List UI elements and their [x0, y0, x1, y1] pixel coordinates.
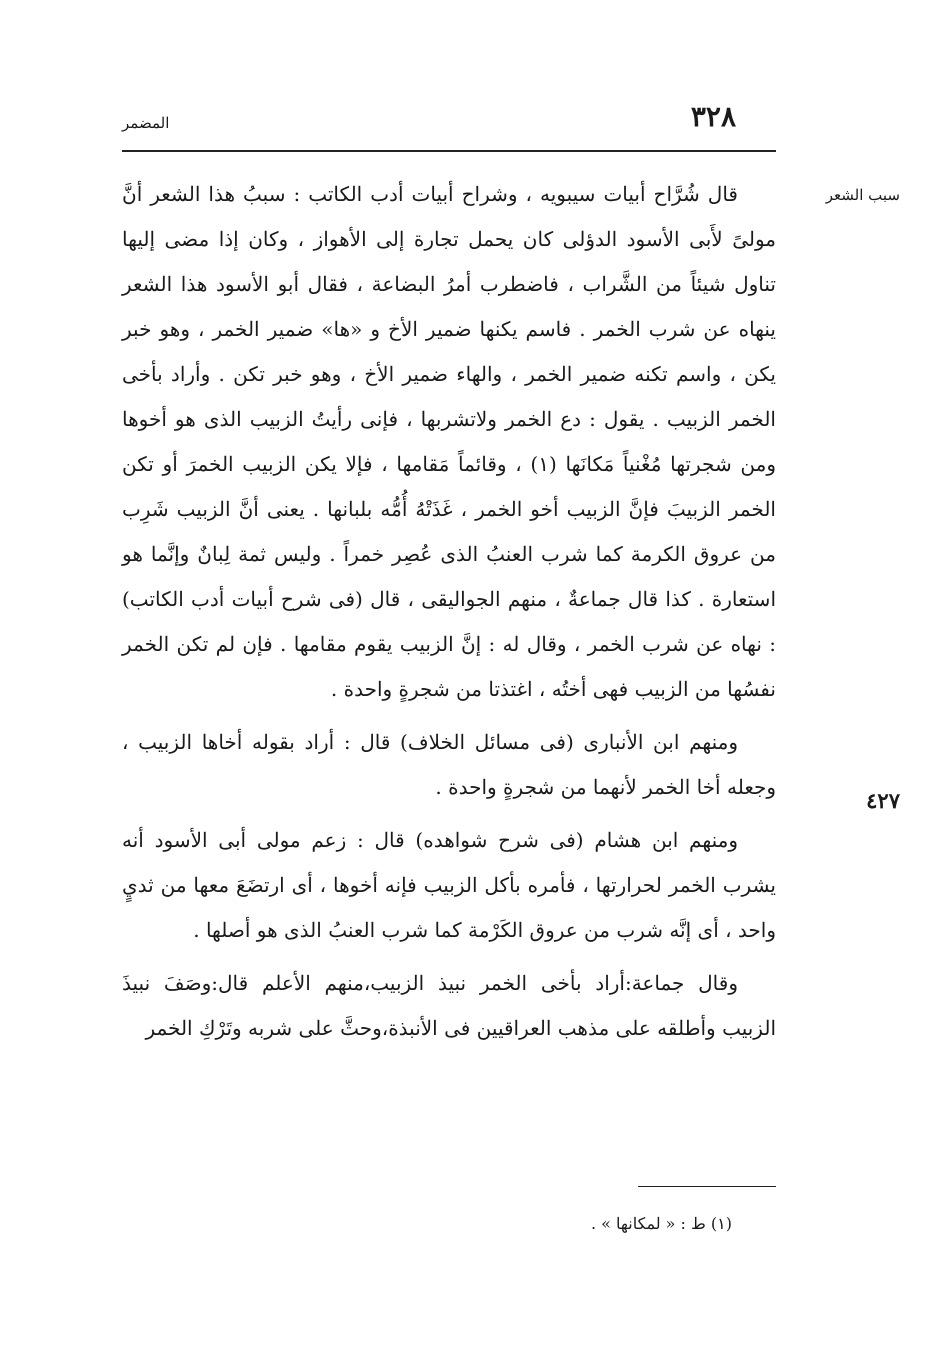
paragraph-2: ومنهم ابن الأنبارى (فى مسائل الخلاف) قال : أراد بقوله أخاها الزبيب ، وجعله أخا الخمر لأنهما من شجرةٍ واحدة . — [122, 730, 776, 799]
footnote-rule — [638, 1186, 776, 1187]
footnote-1: (١) ط : « لمكانها » . — [591, 1214, 732, 1233]
paragraph-3: ومنهم ابن هشام (فى شرح شواهده) قال : زعم مولى أبى الأسود أنه يشرب الخمر لحرارتها ، فأمره بأكل الزبيب فإنه أخوها ، أى ارتضَعَ معها من ثديٍ واحد ، أى إنَّه شرب من عروق الكَرْمة كما شرب العنبُ الذى هو أصلها . — [122, 828, 776, 942]
margin-entry-number: ٤٢٧ — [866, 788, 900, 813]
running-title: المضمر — [122, 114, 170, 132]
header-rule — [122, 150, 776, 152]
main-text — [122, 172, 776, 1051]
margin-topic-note: سبب الشعر — [825, 186, 900, 204]
paragraph-1: قال شُرَّاح أبيات سيبويه ، وشراح أبيات أدب الكاتب : سببُ هذا الشعر أنَّ مولىً لأَبى الأسود الدؤلى كان يحمل تجارة إلى الأهواز ، وكان إذا مضى إليها تناول شيئاً من الشَّراب ، فاضطرب أمرُ البضاعة ، فقال أبو الأسود هذا الشعر ينهاه عن شرب الخمر . فاسم يكنها ضمير الأخ و «ها» ضمير الخمر ، وهو خبر يكن ، واسم تكنه ضمير الخمر ، والهاء ضمير الأخ ، وهو خبر تكن . وأراد بأخى الخمر الزبيب . يقول : دع الخمر ولاتشربها ، فإنى رأيتُ الزبيب الذى هو أخوها ومن شجرتها مُغْنياً مَكانَها (١) ، وقائماً مَقامها ، فإلا يكن الزبيب الخمرَ أو تكن الخمر الزبيبَ فإنَّ الزبيب أخو الخمر ، غَذَتْهُ أُمُّه بلبانها . يعنى أنَّ الزبيب شَرِب من عروق الكرمة كما شرب العنبُ الذى عُصِر خمراً . وليس ثمة لِبانٌ وإنَّما هو استعارة . كذا قال جماعةٌ ، منهم الجواليقى ، قال (فى شرح أبيات أدب الكاتب) : نهاه عن شرب الخمر ، وقال له : إنَّ الزبيب يقوم مقامها . فإن لم تكن الخمر نفسُها من الزبيب فهى أختُه ، اغتذتا من شجرةٍ واحدة . — [122, 182, 777, 701]
page-header — [122, 100, 776, 140]
page-number: ٣٢٨ — [690, 100, 736, 133]
paragraph-4: وقال جماعة:أراد بأخى الخمر نبيذ الزبيب،منهم الأعلم قال:وصَفَ نبيذَ الزبيب وأطلقه على مذهب العراقيين فى الأنبذة،وحثَّ على شربه وتَرْكِ الخمر — [122, 971, 776, 1040]
